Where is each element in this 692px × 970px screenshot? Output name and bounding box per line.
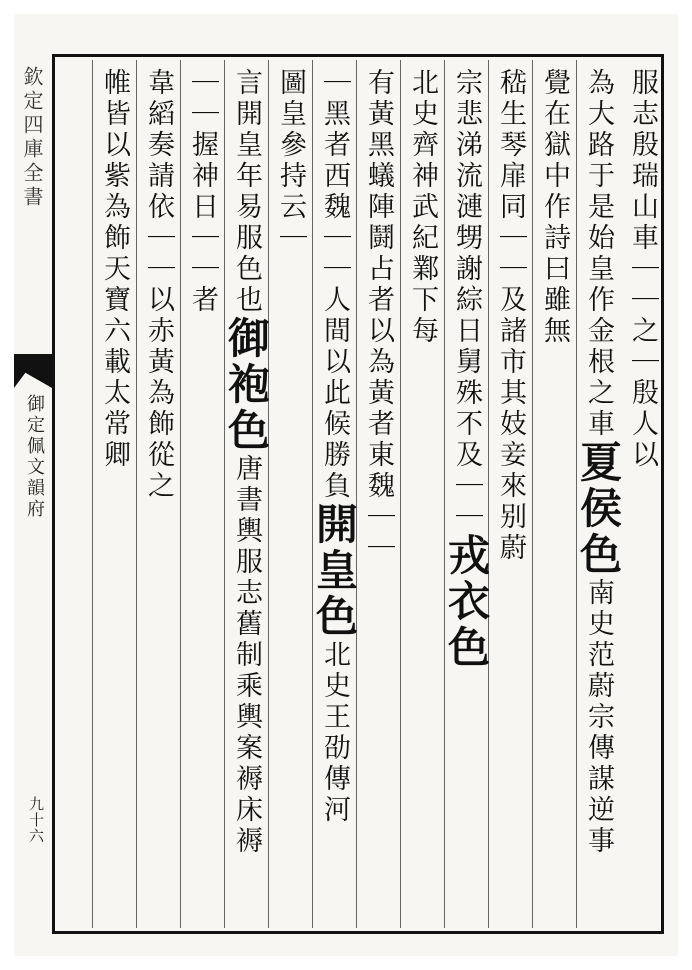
book-title: 御定佩文韻府 xyxy=(24,394,45,520)
text-column: ｜｜握神日｜｜者 xyxy=(180,60,224,928)
text-column: 嵇生琴扉同｜｜及諸市其妓妾來别蔚 xyxy=(488,60,532,928)
page xyxy=(14,14,678,956)
text-column: 言開皇年易服色也御袍色唐書輿服志舊制乘輿案褥床褥 xyxy=(224,60,268,928)
fish-tail-mark xyxy=(14,354,52,388)
text-column: 北史齊神武紀鄴下每 xyxy=(400,60,444,928)
text-column: 服志殷瑞山車｜｜之｜殷人以 xyxy=(627,68,658,471)
text-column: 覺在獄中作詩曰雖無 xyxy=(532,60,576,928)
text-column: ｜黑者西魏｜｜人間以此候勝負開皇色北史王劭傳河 xyxy=(312,60,356,928)
text-column: 宗悲涕流漣甥謝綜日舅殊不及｜｜戎衣色 xyxy=(444,60,488,928)
page-margin xyxy=(14,54,54,934)
text-column: 有黃黑蟻陣鬪占者以為黃者東魏｜｜ xyxy=(356,60,400,928)
text-column: 韋縚奏請依｜｜以赤黃為飾從之 xyxy=(136,60,180,928)
text-column: 帷皆以紫為飾天寶六載太常卿 xyxy=(92,60,136,928)
page-number: 九十六 xyxy=(27,796,45,844)
margin-header: 欽定四庫全書 xyxy=(20,66,44,210)
text-column: 圖皇參持云｜ xyxy=(268,60,312,928)
text-column: 為大路于是始皇作金根之車夏侯色南史范蔚宗傳謀逆事 xyxy=(576,60,620,928)
